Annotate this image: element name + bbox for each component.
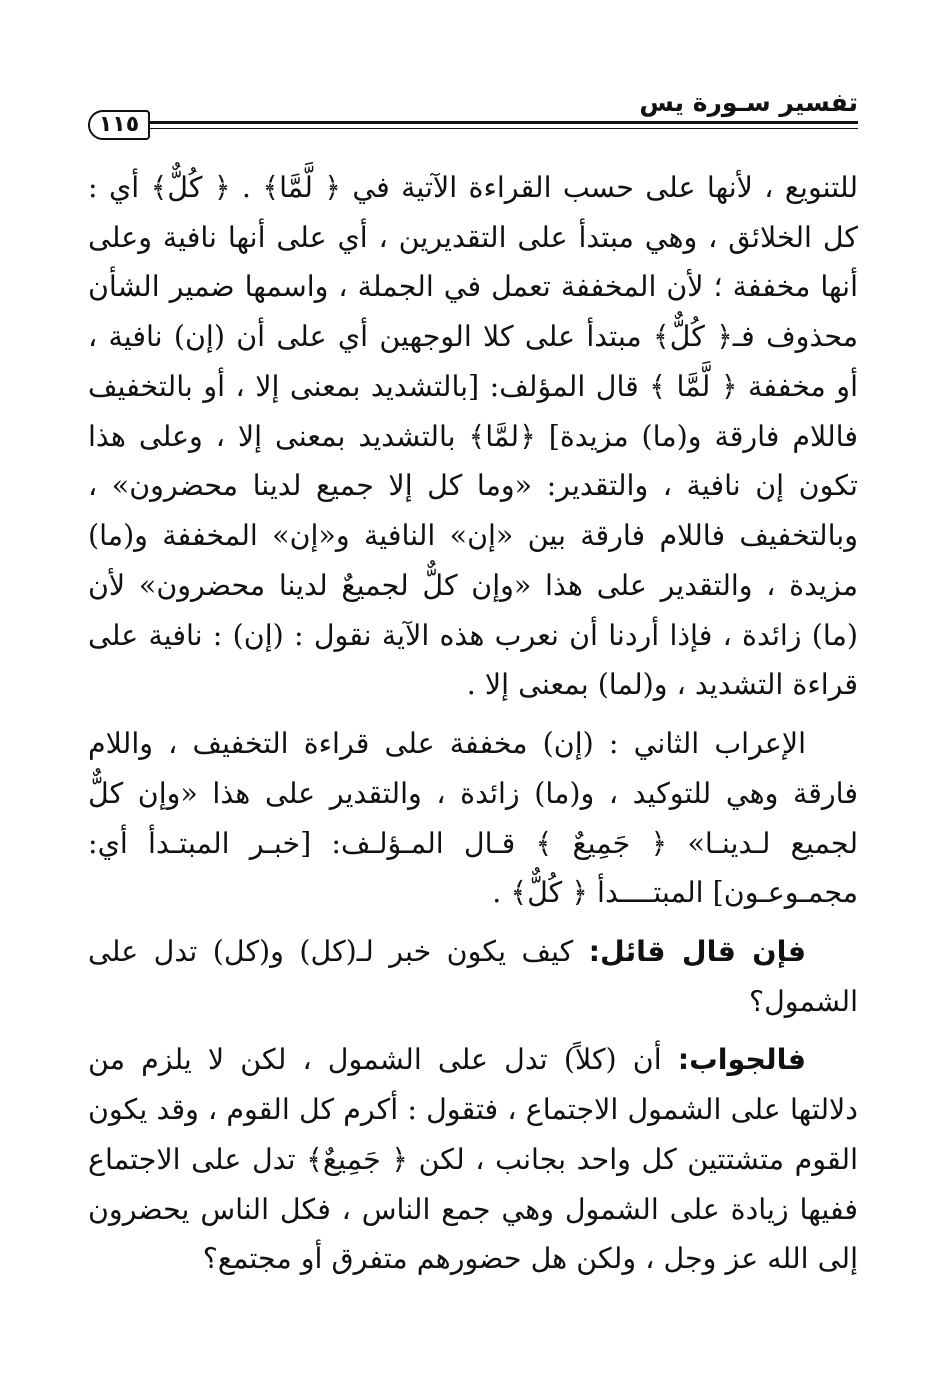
answer-lead: فالجواب: <box>677 1043 806 1077</box>
question-text: كيف يكون خبر لـ(كل) و(كل) تدل على الشمول؟ <box>88 935 858 1018</box>
paragraph-4 <box>88 1035 858 1284</box>
paragraph-2: الإعراب الثاني : (إن) مخففة على قراءة التخفيف ، واللام فارقة وهي للتوكيد ، و(ما) زائدة ، والتقدير على هذا «وإن كلٌّ لجميع لـدينـا» ﴿ جَمِيعٌ ﴾ قـال المـؤلـف: [خبـر المبتـدأ أي: مجمـوعـون] المبتــــدأ ﴿ كُلٌّ﴾ . <box>88 727 858 910</box>
running-title: تفسير سـورة يس <box>639 88 858 117</box>
header-rule-thin <box>150 128 858 129</box>
paragraph-1: للتنويع ، لأنها على حسب القراءة الآتية في ﴿ لَّمَّا﴾ . ﴿ كُلٌّ﴾ أي : كل الخلائق ، وهي مبتدأ على التقديرين ، أي على أنها نافية وعلى أنها مخففة ؛ لأن المخففة تعمل في الجملة ، واسمها ضمير الشأن محذوف فـ﴿ كُلٌّ﴾ مبتدأ على كلا الوجهين أي على أن (إن) نافية ، أو مخففة ﴿ لَّمَّا ﴾ قال المؤلف: [بالتشديد بمعنى إلا ، أو بالتخفيف فاللام فارقة و(ما) مزيدة] ﴿لمَّا﴾ بالتشديد بمعنى إلا ، وعلى هذا تكون إن نافية ، والتقدير: «وما كل إلا جميع لدينا محضرون» ، وبالتخفيف فاللام فارقة بين «إن» النافية و«إن» المخففة و(ما) مزيدة ، والتقدير على هذا «وإن كلٌّ لجميعٌ لدينا محضرون» لأن (ما) زائدة ، فإذا أردنا أن نعرب هذه الآية نقول : (إن) : نافية على قراءة التشديد ، و(لما) بمعنى إلا . <box>88 171 858 702</box>
page-number-badge: ١١٥ <box>88 110 150 140</box>
paragraph-3 <box>88 927 858 1026</box>
page-header <box>88 88 858 148</box>
header-rule-thick <box>150 121 858 124</box>
page-body <box>88 163 858 1284</box>
answer-text: أن (كلاً) تدل على الشمول ، لكن لا يلزم من دلالتها على الشمول الاجتماع ، فتقول : أكرم كل القوم ، وقد يكون القوم متشتتين كل واحد بجانب ، لكن ﴿ جَمِيعٌ﴾ تدل على الاجتماع ففيها زيادة على الشمول وهي جمع الناس ، فكل الناس يحضرون إلى الله عز وجل ، ولكن هل حضورهم متفرق أو مجتمع؟ <box>88 1043 858 1276</box>
question-lead: فإن قال قائل: <box>588 935 806 969</box>
